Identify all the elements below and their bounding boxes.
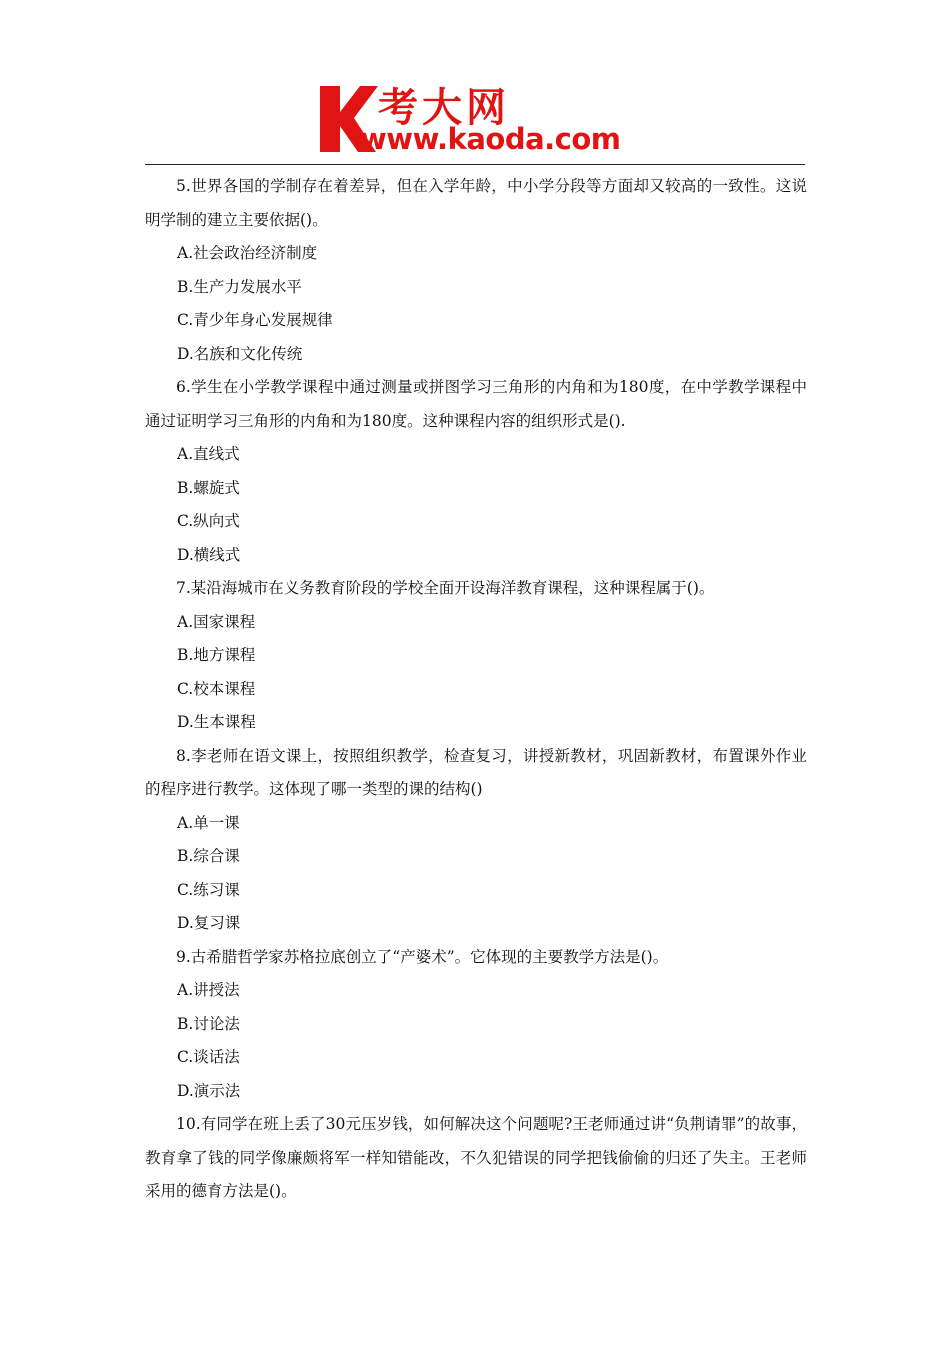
option-a: A.国家课程 <box>177 612 256 631</box>
question-stem: 6.学生在小学教学课程中通过测量或拼图学习三角形的内角和为180度，在中学教学课程中通过证明学习三角形的内角和为180度。这种课程内容的组织形式是(). <box>145 378 807 430</box>
option-c: C.练习课 <box>177 880 240 899</box>
question-stem: 8.李老师在语文课上，按照组织教学，检查复习，讲授新教材，巩固新教材，布置课外作业的程序进行教学。这体现了哪一类型的课的结构() <box>145 746 807 798</box>
question-6 <box>145 371 807 572</box>
logo-chinese-name: 考大网 <box>378 85 510 131</box>
option-b: B.螺旋式 <box>177 478 240 497</box>
logo-url: www.kaoda.com <box>360 122 621 156</box>
option-c: C.谈话法 <box>177 1048 240 1066</box>
option-d: D.演示法 <box>177 1081 241 1100</box>
option-c: C.纵向式 <box>177 512 240 530</box>
option-c: C.校本课程 <box>177 679 256 698</box>
option-d: D.生本课程 <box>177 713 256 731</box>
header-divider <box>145 164 805 165</box>
option-b: B.综合课 <box>177 847 240 865</box>
question-9 <box>145 941 807 1109</box>
option-a: A.直线式 <box>177 445 240 463</box>
option-a: A.社会政治经济制度 <box>177 244 318 262</box>
question-7 <box>145 572 807 740</box>
option-b: B.地方课程 <box>177 646 256 664</box>
question-stem: 9.古希腊哲学家苏格拉底创立了“产婆术”。它体现的主要教学方法是()。 <box>176 947 669 966</box>
option-b: B.讨论法 <box>177 1014 240 1033</box>
option-d: D.复习课 <box>177 914 241 932</box>
question-list <box>145 170 807 1209</box>
option-d: D.名族和文化传统 <box>177 344 303 363</box>
option-d: D.横线式 <box>177 545 241 564</box>
option-a: A.单一课 <box>177 813 240 832</box>
kaoda-logo <box>318 82 648 160</box>
question-stem: 7.某沿海城市在义务教育阶段的学校全面开设海洋教育课程，这种课程属于()。 <box>176 579 715 597</box>
option-a: A.讲授法 <box>177 981 240 999</box>
question-8 <box>145 740 807 941</box>
option-b: B.生产力发展水平 <box>177 277 302 296</box>
question-stem: 10.有同学在班上丢了30元压岁钱，如何解决这个问题呢?王老师通过讲“负荆请罪”的故事，教育拿了钱的同学像廉颇将军一样知错能改，不久犯错误的同学把钱偷偷的归还了失主。王老师采用的德育方法是()。 <box>145 1115 807 1200</box>
question-stem: 5.世界各国的学制存在着差异，但在入学年龄，中小学分段等方面却又较高的一致性。这说明学制的建立主要依据()。 <box>145 177 807 229</box>
question-10 <box>145 1108 807 1209</box>
option-c: C.青少年身心发展规律 <box>177 311 333 329</box>
question-5 <box>145 170 807 371</box>
